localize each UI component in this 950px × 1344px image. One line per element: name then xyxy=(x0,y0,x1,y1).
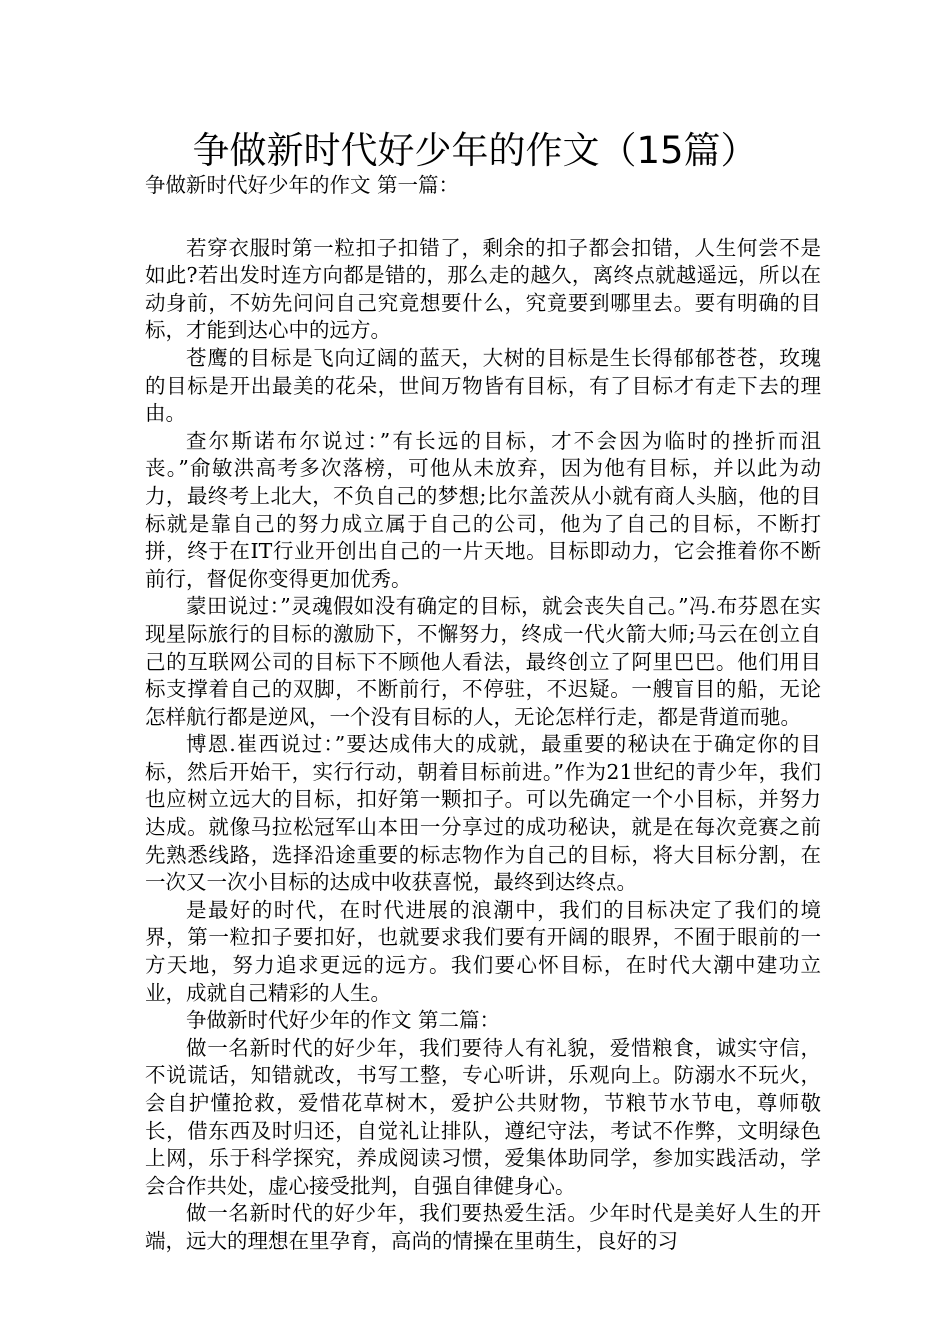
paragraph: 苍鹰的目标是飞向辽阔的蓝天，大树的目标是生长得郁郁苍苍，玫瑰的目标是开出最美的花朵，世间万物皆有目标，有了目标才有走下去的理由。 xyxy=(145,345,821,426)
section-heading-2: 争做新时代好少年的作文 第二篇： xyxy=(186,1008,501,1033)
paragraph: 是最好的时代，在时代进展的浪潮中，我们的目标决定了我们的境界，第一粒扣子要扣好，也就要求我们要有开阔的眼界，不囿于眼前的一方天地，努力追求更远的远方。我们要心怀目标，在时代大潮中建功立业，成就自己精彩的人生。 xyxy=(145,897,821,1005)
paragraph: 查尔斯诺布尔说过：”有长远的目标，才不会因为临时的挫折而沮丧。”俞敏洪高考多次落榜，可他从未放弃，因为他有目标，并以此为动力，最终考上北大，不负自己的梦想;比尔盖茨从小就有商人头脑，他的目标就是靠自己的努力成立属于自己的公司，他为了自己的目标，不断打拼，终于在IT行业开创出自己的一片天地。目标即动力，它会推着你不断前行，督促你变得更加优秀。 xyxy=(145,428,821,591)
paragraph: 蒙田说过：”灵魂假如没有确定的目标，就会丧失自己。”冯.布芬恩在实现星际旅行的目标的激励下，不懈努力，终成一代火箭大师;马云在创立自己的互联网公司的目标下不顾他人看法，最终创立了阿里巴巴。他们用目标支撑着自己的双脚，不断前行，不停驻，不迟疑。一艘盲目的船，无论怎样航行都是逆风，一个没有目标的人，无论怎样行走，都是背道而驰。 xyxy=(145,594,821,729)
paragraph: 若穿衣服时第一粒扣子扣错了，剩余的扣子都会扣错，人生何尝不是如此?若出发时连方向都是错的，那么走的越久，离终点就越遥远，所以在动身前，不妨先问问自己究竟想要什么，究竟要到哪里去。要有明确的目标，才能到达心中的远方。 xyxy=(145,235,821,343)
paragraph: 博恩.崔西说过：”要达成伟大的成就，最重要的秘诀在于确定你的目标，然后开始干，实行行动，朝着目标前进。”作为21世纪的青少年，我们也应树立远大的目标，扣好第一颗扣子。可以先确定一个小目标，并努力达成。就像马拉松冠军山本田一分享过的成功秘诀，就是在每次竞赛之前先熟悉线路，选择沿途重要的标志物作为自己的目标，将大目标分割，在一次又一次小目标的达成中收获喜悦，最终到达终点。 xyxy=(145,732,821,895)
document-body xyxy=(145,172,821,1256)
section-heading-1: 争做新时代好少年的作文 第一篇： xyxy=(145,173,460,197)
document-title: 争做新时代好少年的作文（15篇） xyxy=(192,129,758,172)
blank-line xyxy=(145,200,821,235)
paragraph: 做一名新时代的好少年，我们要热爱生活。少年时代是美好人生的开端，远大的理想在里孕育，高尚的情操在里萌生，良好的习 xyxy=(145,1201,821,1253)
paragraph: 做一名新时代的好少年，我们要待人有礼貌，爱惜粮食，诚实守信，不说谎话，知错就改，书写工整，专心听讲，乐观向上。防溺水不玩火，会自护懂抢救，爱惜花草树木，爱护公共财物，节粮节水节电，尊师敬长，借东西及时归还，自觉礼让排队，遵纪守法，考试不作弊，文明绿色上网，乐于科学探究，养成阅读习惯，爱集体助同学，参加实践活动，学会合作共处，虚心接受批判，自强自律健身心。 xyxy=(145,1035,821,1198)
